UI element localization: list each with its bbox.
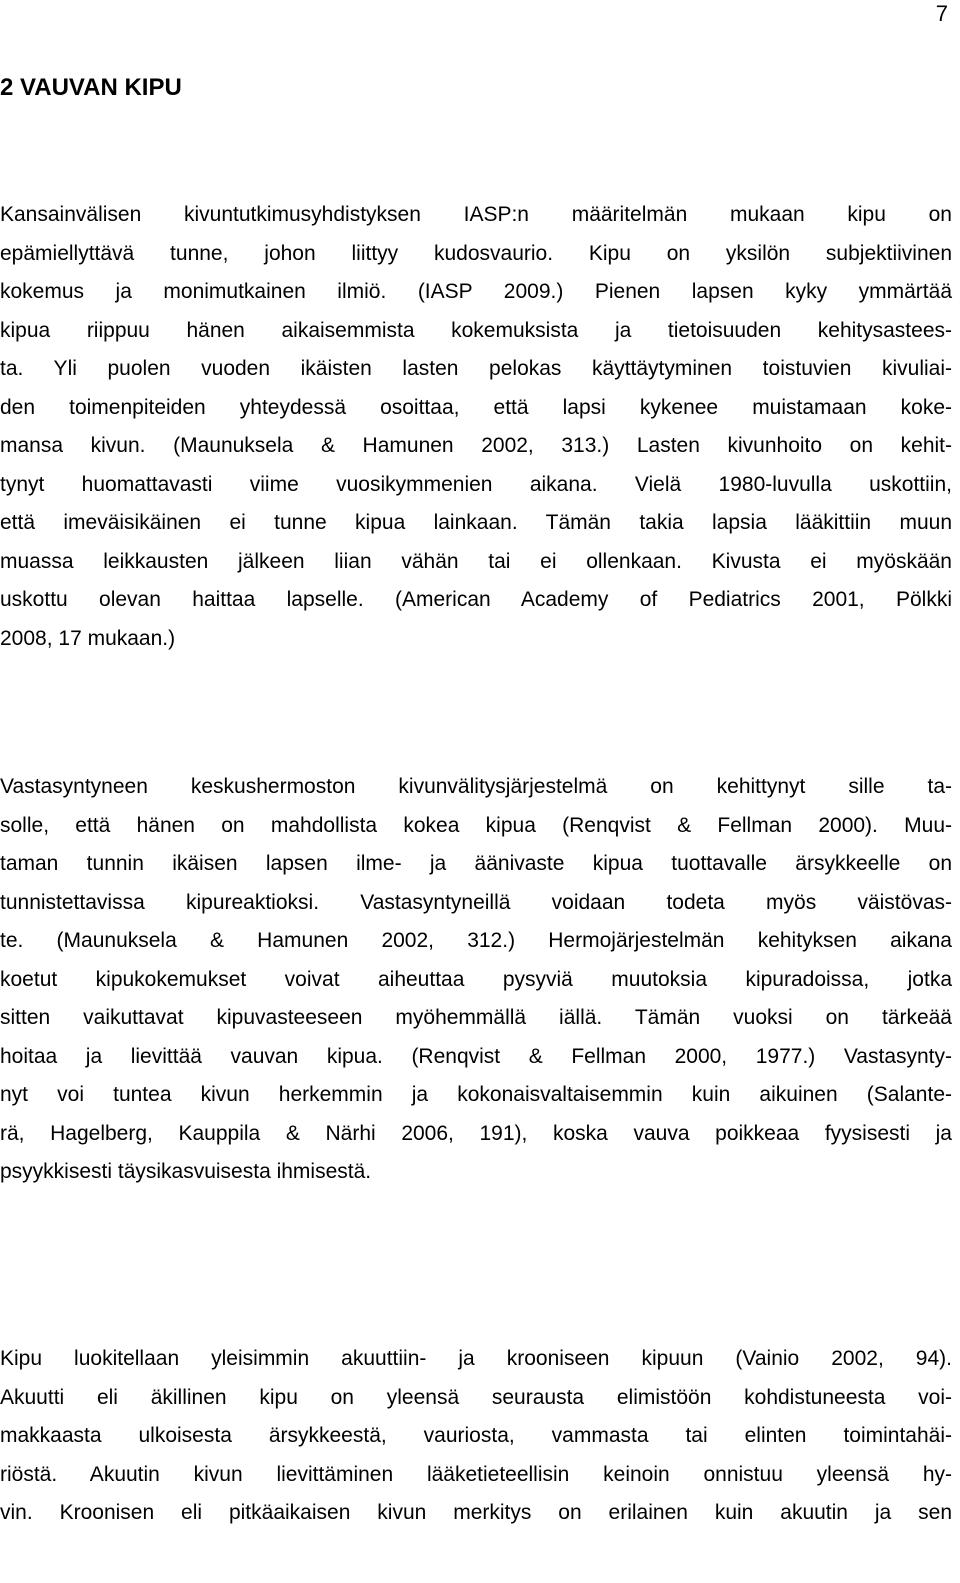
text-line: ta. Yli puolen vuoden ikäisten lasten pelokas käyttäytyminen toistuvien kivuliai- <box>0 357 952 380</box>
text-line: psyykkisesti täysikasvuisesta ihmisestä. <box>0 1160 372 1183</box>
text-line: tunnistettavissa kipureaktioksi. Vastasyntyneillä voidaan todeta myös väistövas- <box>0 890 952 914</box>
text-line: vin. Kroonisen eli pitkäaikaisen kivun merkitys on erilainen kuin akuutin ja sen <box>0 1501 952 1524</box>
text-line: riöstä. Akuutin kivun lievittäminen lääketieteellisin keinoin onnistuu yleensä hy- <box>0 1462 952 1486</box>
text-line: taman tunnin ikäisen lapsen ilme- ja äänivaste kipua tuottavalle ärsykkeelle on <box>0 852 952 875</box>
text-line: tynyt huomattavasti viime vuosikymmenien aikana. Vielä 1980-luvulla uskottiin, <box>0 472 952 496</box>
text-line: kipua riippuu hänen aikaisemmista kokemuksista ja tietoisuuden kehitysastees- <box>0 318 952 342</box>
text-line: koetut kipukokemukset voivat aiheuttaa pysyviä muutoksia kipuradoissa, jotka <box>0 967 952 991</box>
paragraph-2 <box>0 768 952 1192</box>
text-line: kokemus ja monimutkainen ilmiö. (IASP 2009.) Pienen lapsen kyky ymmärtää <box>0 280 952 303</box>
text-line: uskottu olevan haittaa lapselle. (American Academy of Pediatrics 2001, Pölkki <box>0 588 952 611</box>
text-line: mansa kivun. (Maunuksela & Hamunen 2002, 313.) Lasten kivunhoito on kehit- <box>0 434 952 457</box>
text-line: nyt voi tuntea kivun herkemmin ja kokonaisvaltaisemmin kuin aikuinen (Salante- <box>0 1083 952 1106</box>
page-number: 7 <box>935 1 948 26</box>
text-line: hoitaa ja lievittää vauvan kipua. (Renqvist & Fellman 2000, 1977.) Vastasynty- <box>0 1044 952 1068</box>
text-line: muassa leikkausten jälkeen liian vähän tai ei ollenkaan. Kivusta ei myöskään <box>0 549 952 573</box>
text-line: 2008, 17 mukaan.) <box>0 626 176 650</box>
text-line: makkaasta ulkoisesta ärsykkeestä, vauriosta, vammasta tai elinten toimintahäi- <box>0 1424 952 1447</box>
text-line: Kansainvälisen kivuntutkimusyhdistyksen IASP:n määritelmän mukaan kipu on <box>0 203 952 226</box>
text-line: Akuutti eli äkillinen kipu on yleensä seurausta elimistöön kohdistuneesta voi- <box>0 1385 952 1409</box>
text-line: rä, Hagelberg, Kauppila & Närhi 2006, 191), koska vauva poikkeaa fyysisesti ja <box>0 1121 952 1145</box>
text-line: että imeväisikäinen ei tunne kipua lainkaan. Tämän takia lapsia lääkittiin muun <box>0 511 952 534</box>
text-line: den toimenpiteiden yhteydessä osoittaa, että lapsi kykenee muistamaan koke- <box>0 395 952 419</box>
text-line: epämiellyttävä tunne, johon liittyy kudosvaurio. Kipu on yksilön subjektiivinen <box>0 241 952 265</box>
paragraph-1 <box>0 196 952 658</box>
text-line: te. (Maunuksela & Hamunen 2002, 312.) Hermojärjestelmän kehityksen aikana <box>0 929 952 952</box>
text-line: solle, että hänen on mahdollista kokea kipua (Renqvist & Fellman 2000). Muu- <box>0 813 952 837</box>
text-line: Vastasyntyneen keskushermoston kivunvälitysjärjestelmä on kehittynyt sille ta- <box>0 775 952 798</box>
section-heading: 2 VAUVAN KIPU <box>0 74 182 101</box>
paragraph-3 <box>0 1340 952 1533</box>
text-line: Kipu luokitellaan yleisimmin akuuttiin- ja krooniseen kipuun (Vainio 2002, 94). <box>0 1347 952 1370</box>
text-line: sitten vaikuttavat kipuvasteeseen myöhemmällä iällä. Tämän vuoksi on tärkeää <box>0 1006 952 1029</box>
